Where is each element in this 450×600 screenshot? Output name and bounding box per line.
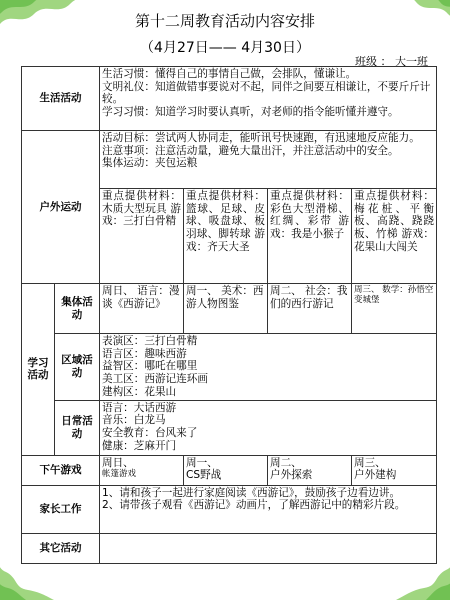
outdoor-line: 集体运动：夹包运粮 [102, 157, 198, 170]
row-outdoor-top [22, 131, 437, 189]
group-activity-label: 集体活动 [55, 284, 100, 334]
date-range: （4月27日—— 4月30日） [140, 40, 310, 56]
other-label: 其它活动 [22, 533, 100, 563]
afternoon-day [100, 455, 184, 485]
afternoon-day-name: 周三、 [354, 456, 386, 469]
parent-line: 1、请和孩子一起进行家庭阅读《西游记》，鼓励孩子边看边讲。 [102, 486, 401, 499]
group-day: 周二、 社会：我们的西行游记 [268, 284, 352, 334]
afternoon-day [268, 455, 352, 485]
outdoor-label: 户外运动 [22, 131, 100, 284]
outdoor-line: 活动目标：尝试两人协同走，能听讯号快速跑，有迅速地反应能力。 [102, 132, 420, 144]
daily-line: 语言：大话西游 [102, 401, 177, 414]
row-learning-group [22, 284, 437, 334]
afternoon-day-text: 户外建构 [354, 469, 397, 482]
daily-line: 健康：芝麻开门 [102, 439, 177, 452]
group-day: 周日、 语言：漫谈《西游记》 [100, 284, 184, 334]
daily-line: 音乐：白龙马 [102, 414, 166, 427]
afternoon-day-name: 周日、 [102, 456, 134, 469]
area-line: 建构区：花果山 [102, 385, 177, 398]
daily-activity-label: 日常活动 [55, 400, 100, 455]
area-line: 表演区：三打白骨精 [102, 335, 198, 347]
afternoon-day [352, 455, 437, 485]
group-day: 周三、 数学：孙悟空变城堡 [352, 284, 437, 334]
outdoor-col: 重点提供材料：篮球、足球、皮球、吸盘球、板羽球、脚转球 游戏：齐天大圣 [184, 189, 268, 284]
schedule-table [21, 66, 437, 564]
outdoor-col: 重点提供材料：梅花桩、平衡板、高跷、跷跷板、竹梯 游戏：花果山大闯关 [352, 189, 437, 284]
life-line: 文明礼仪：知道做错事要说对不起，同伴之间要互相谦让，不要斤斤计较。 [102, 80, 431, 106]
life-label: 生活活动 [22, 67, 100, 131]
afternoon-label: 下午游戏 [22, 455, 100, 485]
daily-line: 安全教育：台风来了 [102, 426, 198, 439]
afternoon-day-text: 帐篷游戏 [102, 469, 137, 480]
life-line: 生活习惯：懂得自己的事情自己做，会排队，懂谦让。 [102, 68, 357, 80]
page-title: 第十二周教育活动内容安排 [134, 12, 315, 30]
afternoon-day-text: 户外探索 [270, 469, 313, 482]
outdoor-col: 重点提供材料：彩色大型滑梯、红绸、彩带 游戏：我是小猴子 [268, 189, 352, 284]
other-content [100, 533, 437, 563]
area-line: 美工区：西游记连环画 [102, 373, 208, 386]
class-label: 班级 ： [355, 55, 392, 68]
group-day: 周一、 美术：西游人物图鉴 [184, 284, 268, 334]
row-other [22, 533, 437, 563]
outdoor-line: 注意事项：注意活动量，避免大量出汗，并注意活动中的安全。 [102, 144, 399, 157]
learning-label: 学习活动 [22, 284, 55, 456]
class-value: 大一班 [395, 55, 428, 68]
row-life [22, 67, 437, 131]
area-line: 益智区：哪吒在哪里 [102, 360, 198, 373]
outdoor-content [100, 131, 437, 189]
parent-content [100, 485, 437, 533]
afternoon-day [184, 455, 268, 485]
row-learning-daily [22, 400, 437, 455]
row-afternoon [22, 455, 437, 485]
area-line: 语言区：趣味西游 [102, 347, 187, 360]
area-activity-label: 区域活动 [55, 334, 100, 401]
parent-label: 家长工作 [22, 485, 100, 533]
life-line: 学习习惯：知道学习时要认真听，对老师的指令能听懂并遵守。 [102, 106, 399, 119]
daily-content [100, 400, 437, 455]
area-content [100, 334, 437, 401]
life-content [100, 67, 437, 131]
row-learning-area [22, 334, 437, 401]
outdoor-col: 重点提供材料：木质大型玩具 游戏：三打白骨精 [100, 189, 184, 284]
parent-line: 2、请带孩子观看《西游记》动画片，了解西游记中的精彩片段。 [102, 499, 406, 512]
afternoon-day-name: 周一、 [186, 456, 218, 469]
afternoon-day-text: CS野战 [186, 469, 222, 482]
afternoon-day-name: 周二、 [270, 456, 302, 469]
row-parent [22, 485, 437, 533]
